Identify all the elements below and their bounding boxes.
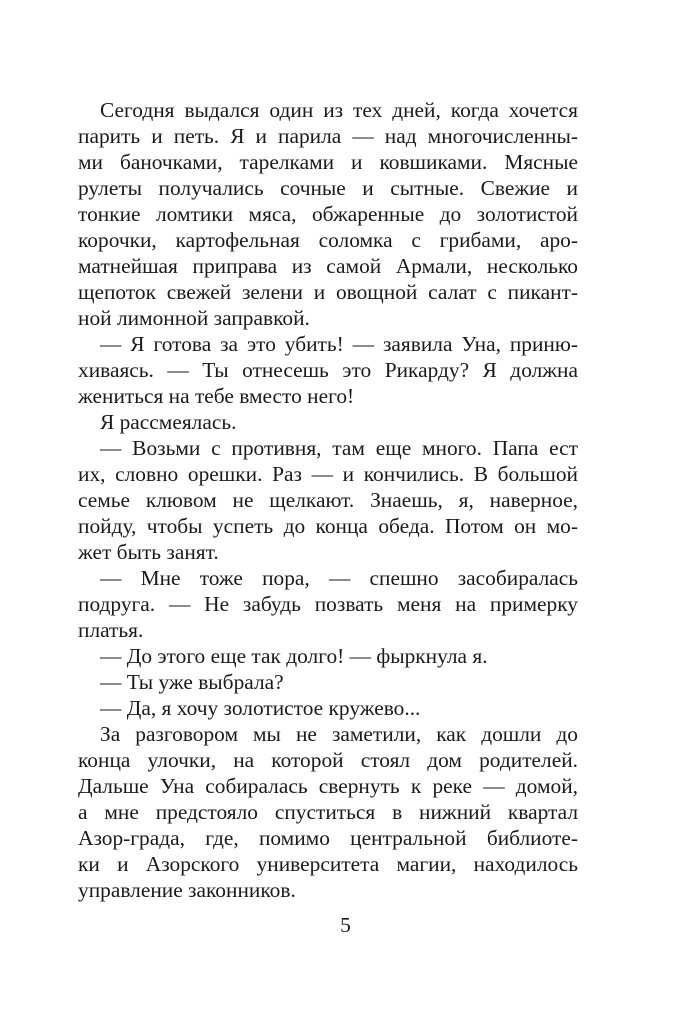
text-line: тонкие ломтики мяса, обжаренные до золотистой bbox=[78, 202, 578, 226]
text-line: управление законников. bbox=[78, 878, 296, 902]
text-line: За разговором мы не заметили, как дошли до bbox=[100, 722, 578, 746]
text-line: — Возьми с противня, там еще много. Папа ест bbox=[100, 436, 578, 460]
text-line: рулеты получались сочные и сытные. Свежие и bbox=[78, 176, 578, 200]
text-line: а мне предстояло спуститься в нижний квартал bbox=[78, 800, 578, 824]
text-line: жет быть занят. bbox=[78, 540, 219, 564]
text-line: жениться на тебе вместо него! bbox=[78, 384, 355, 408]
text-line: их, словно орешки. Раз — и кончились. В большой bbox=[78, 462, 578, 486]
text-line: конца улочки, на которой стоял дом родителей. bbox=[78, 748, 578, 772]
text-line: Азор-града, где, помимо центральной библиоте- bbox=[78, 826, 578, 850]
text-line: Сегодня выдался один из тех дней, когда хочется bbox=[100, 98, 578, 122]
text-line: — Я готова за это убить! — заявила Уна, приню- bbox=[100, 332, 578, 356]
text-line: матнейшая приправа из самой Армали, несколько bbox=[78, 254, 578, 278]
text-line: семье клювом не щелкают. Знаешь, я, наверное, bbox=[78, 488, 578, 512]
text-line: щепоток свежей зелени и овощной салат с пикант- bbox=[78, 280, 578, 304]
text-line: хиваясь. — Ты отнесешь это Рикарду? Я должна bbox=[78, 358, 578, 382]
text-line: парить и петь. Я и парила — над многочисленны- bbox=[78, 124, 578, 148]
text-line: — Да, я хочу золотистое кружево... bbox=[100, 696, 421, 720]
text-line: платья. bbox=[78, 618, 144, 642]
text-line: ми баночками, тарелками и ковшиками. Мясные bbox=[78, 150, 578, 174]
text-line: — Ты уже выбрала? bbox=[100, 670, 284, 694]
text-line: ной лимонной заправкой. bbox=[78, 306, 310, 330]
text-line: — Мне тоже пора, — спешно засобиралась bbox=[100, 566, 578, 590]
text-line: подруга. — Не забудь позвать меня на примерку bbox=[78, 592, 578, 616]
text-line: Дальше Уна собиралась свернуть к реке — домой, bbox=[78, 774, 578, 798]
page-number: 5 bbox=[340, 913, 351, 937]
text-line: пойду, чтобы успеть до конца обеда. Потом он мо- bbox=[78, 514, 578, 538]
text-line: корочки, картофельная соломка с грибами, аро- bbox=[78, 228, 578, 252]
text-line: — До этого еще так долго! — фыркнула я. bbox=[100, 644, 488, 668]
text-line: ки и Азорского университета магии, находилось bbox=[78, 852, 578, 876]
text-line: Я рассмеялась. bbox=[100, 410, 237, 434]
